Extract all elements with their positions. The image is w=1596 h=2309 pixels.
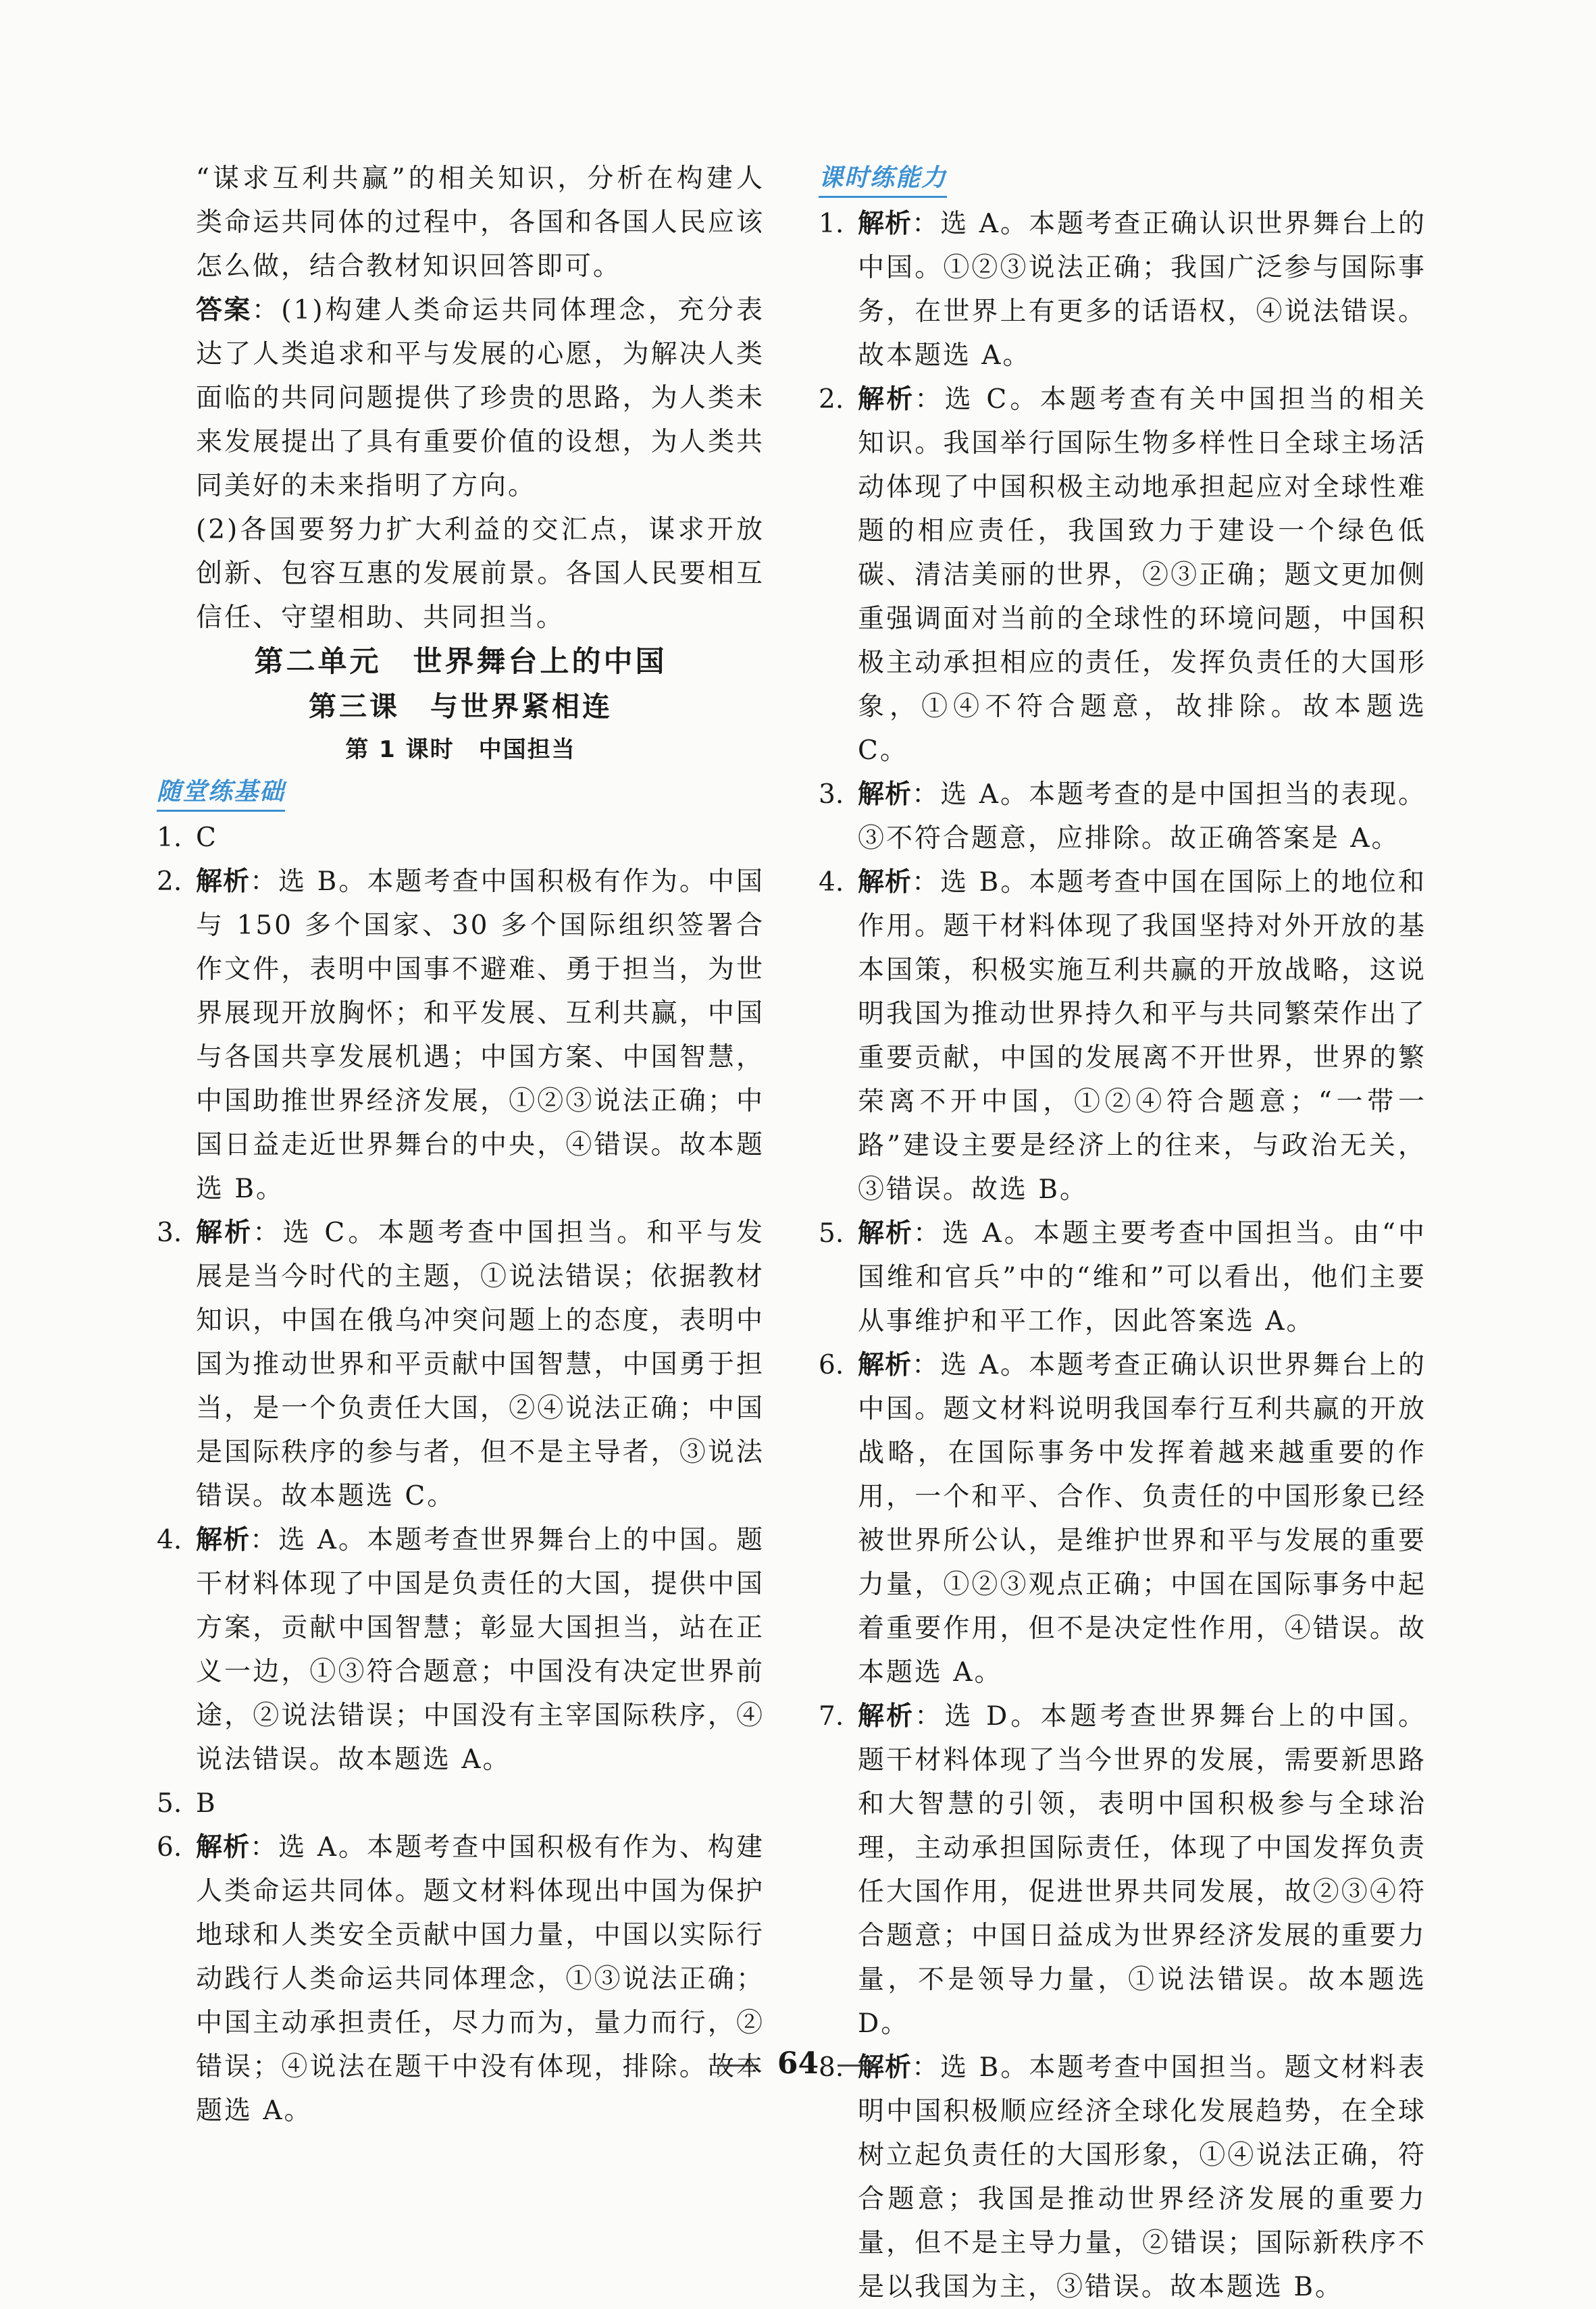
section-heading-basic: 随堂练基础 [157,775,285,812]
item-text [858,202,1426,378]
item-number: 3. [157,1218,182,1248]
list-item [819,1694,1426,2046]
list-item [157,1211,765,1518]
item-number: 4. [157,1525,182,1555]
item-number: 6. [157,1832,182,1863]
analysis-label: 解析 [858,1218,914,1249]
item-body: ：选 A。本题考查的是中国担当的表现。③不符合题意，应排除。故正确答案是 A。 [858,779,1426,854]
list-item [819,1343,1426,1694]
item-number: 8. [819,2052,844,2083]
analysis-label: 解析 [858,1350,912,1380]
answer-paragraph [157,288,765,508]
item-number: 7. [819,1701,844,1732]
item-body: ：选 A。本题主要考查中国担当。由“中国维和官兵”中的“维和”可以看出，他们主要从事维护和平工作，因此答案选 A。 [858,1218,1426,1337]
page-number: 64 [0,2046,1596,2081]
item-body: ：选 A。本题考查中国积极有作为、构建人类命运共同体。题文材料体现出中国为保护地球和人类安全贡献中国力量，中国以实际行动践行人类命运共同体理念，①③说法正确；中国主动承担责任，尽力而为，量力而行，②错误；④说法在题干中没有体现，排除。故本题选 A。 [196,1832,765,2126]
list-item [819,378,1426,773]
item-number: 1. [157,823,182,853]
item-text [196,816,765,860]
analysis-label: 解析 [858,779,912,810]
item-body: B [196,1788,217,1819]
item-number: 6. [819,1350,844,1380]
item-body: ：选 B。本题考查中国积极有作为。中国与 150 多个国家、30 多个国际组织签署合作文件，表明中国事不避难、勇于担当，为世界展现开放胸怀；和平发展、互利共赢，中国与各国共享发展机遇；中国方案、中国智慧，中国助推世界经济发展，①②③说法正确；中国日益走近世界舞台的中央，④错误。故本题选 B。 [196,866,765,1204]
item-text [858,378,1426,773]
right-column [819,157,1426,2309]
analysis-label: 解析 [858,209,912,239]
item-number: 1. [819,209,844,239]
item-body: C [196,823,218,853]
item-text [196,1825,765,2133]
left-question-list [157,816,765,2133]
item-body: ：选 C。本题考查中国担当。和平与发展是当今时代的主题，①说法错误；依据教材知识，中国在俄乌冲突问题上的态度，表明中国为推动世界和平贡献中国智慧，中国勇于担当，是一个负责任大国，②④说法正确；中国是国际秩序的参与者，但不是主导者，③说法错误。故本题选 C。 [196,1218,765,1511]
item-text [858,773,1426,860]
item-text [196,1782,765,1825]
item-body: ：选 A。本题考查正确认识世界舞台上的中国。题文材料说明我国奉行互利共赢的开放战略，在国际事务中发挥着越来越重要的作用，一个和平、合作、负责任的中国形象已经被世界所公认，是维护世界和平与发展的重要力量，①②③观点正确；中国在国际事务中起着重要作用，但不是决定性作用，④错误。故本题选 A。 [858,1350,1426,1688]
list-item [819,1212,1426,1343]
analysis-label: 解析 [196,1218,253,1248]
item-body: ：选 C。本题考查有关中国担当的相关知识。我国举行国际生物多样性日全球主场活动体现了中国积极主动地承担起应对全球性难题的相应责任，我国致力于建设一个绿色低碳、清洁美丽的世界，②③正确；题文更加侧重强调面对当前的全球性的环境问题，中国积极主动承担相应的责任，发挥负责任的大国形象，①④不符合题意，故排除。故本题选 C。 [858,384,1426,766]
analysis-label: 解析 [858,1701,915,1732]
item-text [196,1211,765,1518]
item-text [196,860,765,1211]
item-body: ：选 A。本题考查正确认识世界舞台上的中国。①②③说法正确；我国广泛参与国际事务，在世界上有更多的话语权，④说法错误。故本题选 A。 [858,209,1426,371]
analysis-label: 解析 [196,866,251,897]
list-item [157,860,765,1211]
item-number: 5. [157,1788,182,1819]
item-text [858,1343,1426,1694]
left-column [157,157,765,2133]
list-item [157,1518,765,1782]
analysis-label: 解析 [858,867,912,898]
right-question-list [819,202,1426,2309]
analysis-label: 解析 [858,2052,912,2083]
item-body: ：选 A。本题考查世界舞台上的中国。题干材料体现了中国是负责任的大国，提供中国方案，贡献中国智慧；彰显大国担当，站在正义一边，①③符合题意；中国没有决定世界前途，②说法错误；中国没有主宰国际秩序，④说法错误。故本题选 A。 [196,1525,765,1775]
list-item [157,1825,765,2133]
lesson-title: 第三课 与世界紧相连 [309,690,613,723]
list-item [819,773,1426,860]
list-item [819,202,1426,378]
list-item [157,816,765,860]
item-text [858,1694,1426,2046]
item-number: 3. [819,779,844,810]
item-body: ：选 B。本题考查中国在国际上的地位和作用。题干材料体现了我国坚持对外开放的基本国策，积极实施互利共赢的开放战略，这说明我国为推动世界持久和平与共同繁荣作出了重要贡献，中国的发展离不开世界，世界的繁荣离不开中国，①②④符合题意；“一带一路”建设主要是经济上的往来，与政治无关，③错误。故选 B。 [858,867,1426,1205]
period-title: 第 1 课时 中国担当 [345,736,576,763]
answer-part2: (2)各国要努力扩大利益的交汇点，谋求开放创新、包容互惠的发展前景。各国人民要相互信任、守望相助、共同担当。 [196,515,765,633]
item-number: 2. [157,866,182,897]
item-text [858,860,1426,1212]
analysis-label: 解析 [196,1832,251,1863]
answer-part1: ：(1)构建人类命运共同体理念，充分表达了人类追求和平与发展的心愿，为解决人类面临的共同问题提供了珍贵的思路，为人类未来发展提出了具有重要价值的设想，为人类共同美好的未来指明了方向。 [196,295,765,501]
item-body: ：选 B。本题考查中国担当。题文材料表明中国积极顺应经济全球化发展趋势，在全球树立起负责任的大国形象，①④说法正确，符合题意；我国是推动世界经济发展的重要力量，但不是主导力量，②错误；国际新秩序不是以我国为主，③错误。故本题选 B。 [858,2052,1426,2302]
item-number: 2. [819,384,844,415]
list-item [819,2046,1426,2309]
list-item [819,860,1426,1212]
item-text [858,2046,1426,2309]
item-text [858,1212,1426,1343]
item-number: 5. [819,1218,844,1249]
analysis-label: 解析 [858,384,915,415]
answer-label: 答案 [196,295,252,326]
intro-paragraph: “谋求互利共赢”的相关知识，分析在构建人类命运共同体的过程中，各国和各国人民应该怎么做，结合教材知识回答即可。 [196,163,765,282]
analysis-label: 解析 [196,1525,251,1555]
list-item [157,1782,765,1825]
item-number: 4. [819,867,844,898]
item-body: ：选 D。本题考查世界舞台上的中国。题干材料体现了当今世界的发展，需要新思路和大智慧的引领，表明中国积极参与全球治理，主动承担国际责任，体现了中国发挥负责任大国作用，促进世界共同发展，故②③④符合题意；中国日益成为世界经济发展的重要力量，不是领导力量，①说法错误。故本题选 D。 [858,1701,1426,2039]
unit-title: 第二单元 世界舞台上的中国 [254,645,667,679]
section-heading-ability: 课时练能力 [819,161,947,198]
item-text [196,1518,765,1782]
